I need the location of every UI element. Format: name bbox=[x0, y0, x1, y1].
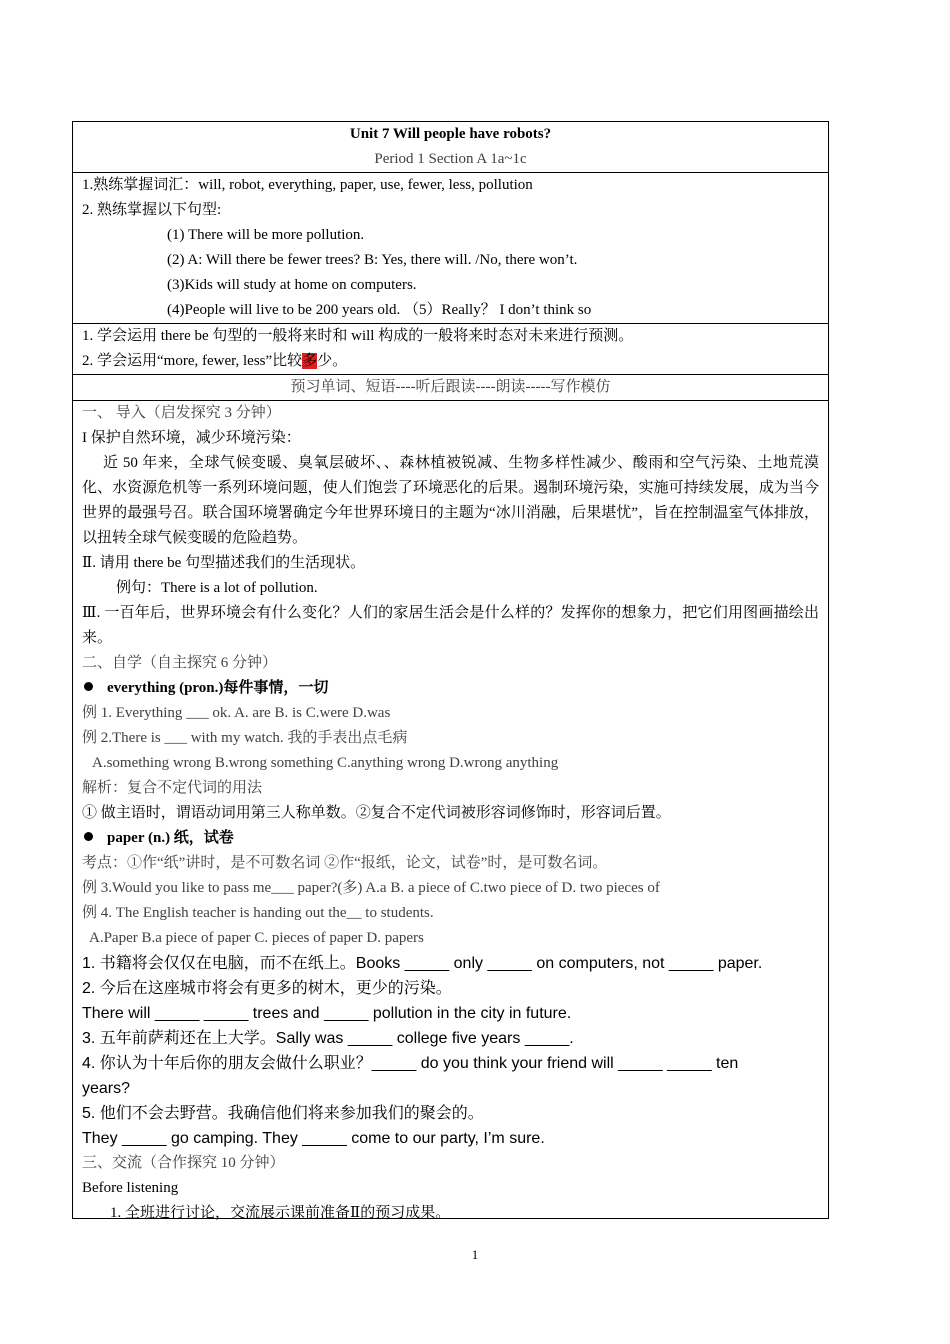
goal-2-text: 2. 学会运用“more, fewer, less”比较 bbox=[82, 353, 303, 369]
bullet-icon bbox=[84, 832, 93, 841]
example-2: 例 2.There is ___ with my watch. 我的手表出点毛病 bbox=[82, 730, 408, 746]
example-1: 例 1. Everything ___ ok. A. are B. is C.were D.was bbox=[82, 705, 391, 721]
goals-row bbox=[73, 324, 828, 375]
analysis-title: 解析：复合不定代词的用法 bbox=[82, 780, 263, 796]
discussion-item-1: 1. 全班进行讨论，交流展示课前准备Ⅱ的预习成果。 bbox=[110, 1205, 451, 1221]
sentence-3: (3)Kids will study at home on computers. bbox=[167, 277, 417, 293]
sentence-4: (4)People will live to be 200 years old. （5）Really？ I don’t think so bbox=[167, 302, 592, 318]
translation-2-english: There will _____ _____ trees and _____ pollution in the city in future. bbox=[82, 1005, 572, 1022]
section-1-item-i: I 保护自然环境，减少环境污染： bbox=[82, 430, 301, 446]
example-4-options: A.Paper B.a piece of paper C. pieces of paper D. papers bbox=[89, 930, 424, 946]
example-2-options: A.something wrong B.wrong something C.anything wrong D.wrong anything bbox=[92, 755, 559, 771]
worksheet-table bbox=[72, 121, 829, 1219]
section-1-heading: 一、 导入（启发探究 3 分钟） bbox=[82, 405, 281, 421]
vocab-paper bbox=[82, 826, 819, 851]
title-row bbox=[73, 122, 828, 173]
lesson-subtitle: Period 1 Section A 1a~1c bbox=[374, 151, 527, 167]
objectives-row bbox=[73, 173, 828, 324]
content-row bbox=[73, 401, 828, 1226]
example-sentence: 例句：There is a lot of pollution. bbox=[116, 580, 318, 596]
example-4: 例 4. The English teacher is handing out the__ to students. bbox=[82, 905, 434, 921]
sentence-2: (2) A: Will there be fewer trees? B: Yes, there will. /No, there won’t. bbox=[167, 252, 578, 268]
translation-2: 2. 今后在这座城市将会有更多的树木，更少的污染。 bbox=[82, 980, 452, 997]
translation-5-english: They _____ go camping. They _____ come to our party, I’m sure. bbox=[82, 1130, 545, 1147]
environment-paragraph: 近 50 年来，全球气候变暖、臭氧层破坏、、森林植被锐减、生物多样性减少、酸雨和空气污染、土地荒漠化、水资源危机等一系列环境问题，使人们饱尝了环境恶化的后果。遏制环境污染，实施可持续发展，成为当今世界的最强号召。联合国环境署确定今年世界环境日的主题为“冰川消融，后果堪忧”，旨在控制温室气体排放，以扭转全球气候变暖的危险趋势。 bbox=[82, 455, 819, 546]
lesson-title: Unit 7 Will people have robots? bbox=[349, 126, 552, 142]
highlighted-char: 多 bbox=[302, 353, 318, 369]
study-method: 预习单词、短语----听后跟读----朗读-----写作模仿 bbox=[290, 379, 611, 395]
page-number: 1 bbox=[471, 1247, 479, 1262]
translation-1: 1. 书籍将会仅仅在电脑，而不在纸上。Books _____ only _____ on computers, not _____ paper. bbox=[82, 955, 763, 972]
example-3: 例 3.Would you like to pass me___ paper?(多) A.a B. a piece of C.two piece of D. two pieces of bbox=[82, 880, 660, 896]
objective-sentences: 2. 熟练掌握以下句型: bbox=[82, 202, 222, 218]
vocab-everything-text: everything (pron.)每件事情，一切 bbox=[107, 680, 329, 696]
goal-1: 1. 学会运用 there be 句型的一般将来时和 will 构成的一般将来时态对未来进行预测。 bbox=[82, 328, 634, 344]
translation-4: 4. 你认为十年后你的朋友会做什么职业？_____ do you think your friend will _____ _____ ten bbox=[82, 1055, 739, 1072]
translation-5: 5. 他们不会去野营。我确信他们将来参加我们的聚会的。 bbox=[82, 1105, 484, 1122]
vocab-everything bbox=[82, 676, 819, 701]
analysis-detail: ① 做主语时，谓语动词用第三人称单数。②复合不定代词被形容词修饰时，形容词后置。 bbox=[82, 805, 671, 821]
translation-3: 3. 五年前萨莉还在上大学。Sally was _____ college five years _____. bbox=[82, 1030, 574, 1047]
vocab-paper-text: paper (n.) 纸，试卷 bbox=[107, 830, 234, 846]
section-3-heading: 三、交流（合作探究 10 分钟） bbox=[82, 1155, 285, 1171]
section-1-item-ii: Ⅱ. 请用 there be 句型描述我们的生活现状。 bbox=[82, 555, 366, 571]
section-2-heading: 二、自学（自主探究 6 分钟） bbox=[82, 655, 278, 671]
method-row bbox=[73, 375, 828, 401]
translation-4-cont: years? bbox=[82, 1080, 131, 1097]
sentence-1: (1) There will be more pollution. bbox=[167, 227, 365, 243]
exam-point: 考点：①作“纸”讲时，是不可数名词 ②作“报纸，论文，试卷”时，是可数名词。 bbox=[82, 855, 608, 871]
objective-vocab: 1.熟练掌握词汇：will, robot, everything, paper, use, fewer, less, pollution bbox=[82, 177, 533, 193]
bullet-icon bbox=[84, 682, 93, 691]
goal-2 bbox=[82, 349, 819, 374]
section-1-item-iii: Ⅲ. 一百年后，世界环境会有什么变化？人们的家居生活会是什么样的？发挥你的想象力，把它们用图画描绘出来。 bbox=[82, 605, 819, 646]
before-listening: Before listening bbox=[82, 1180, 179, 1196]
goal-2-end: 少。 bbox=[317, 353, 348, 369]
